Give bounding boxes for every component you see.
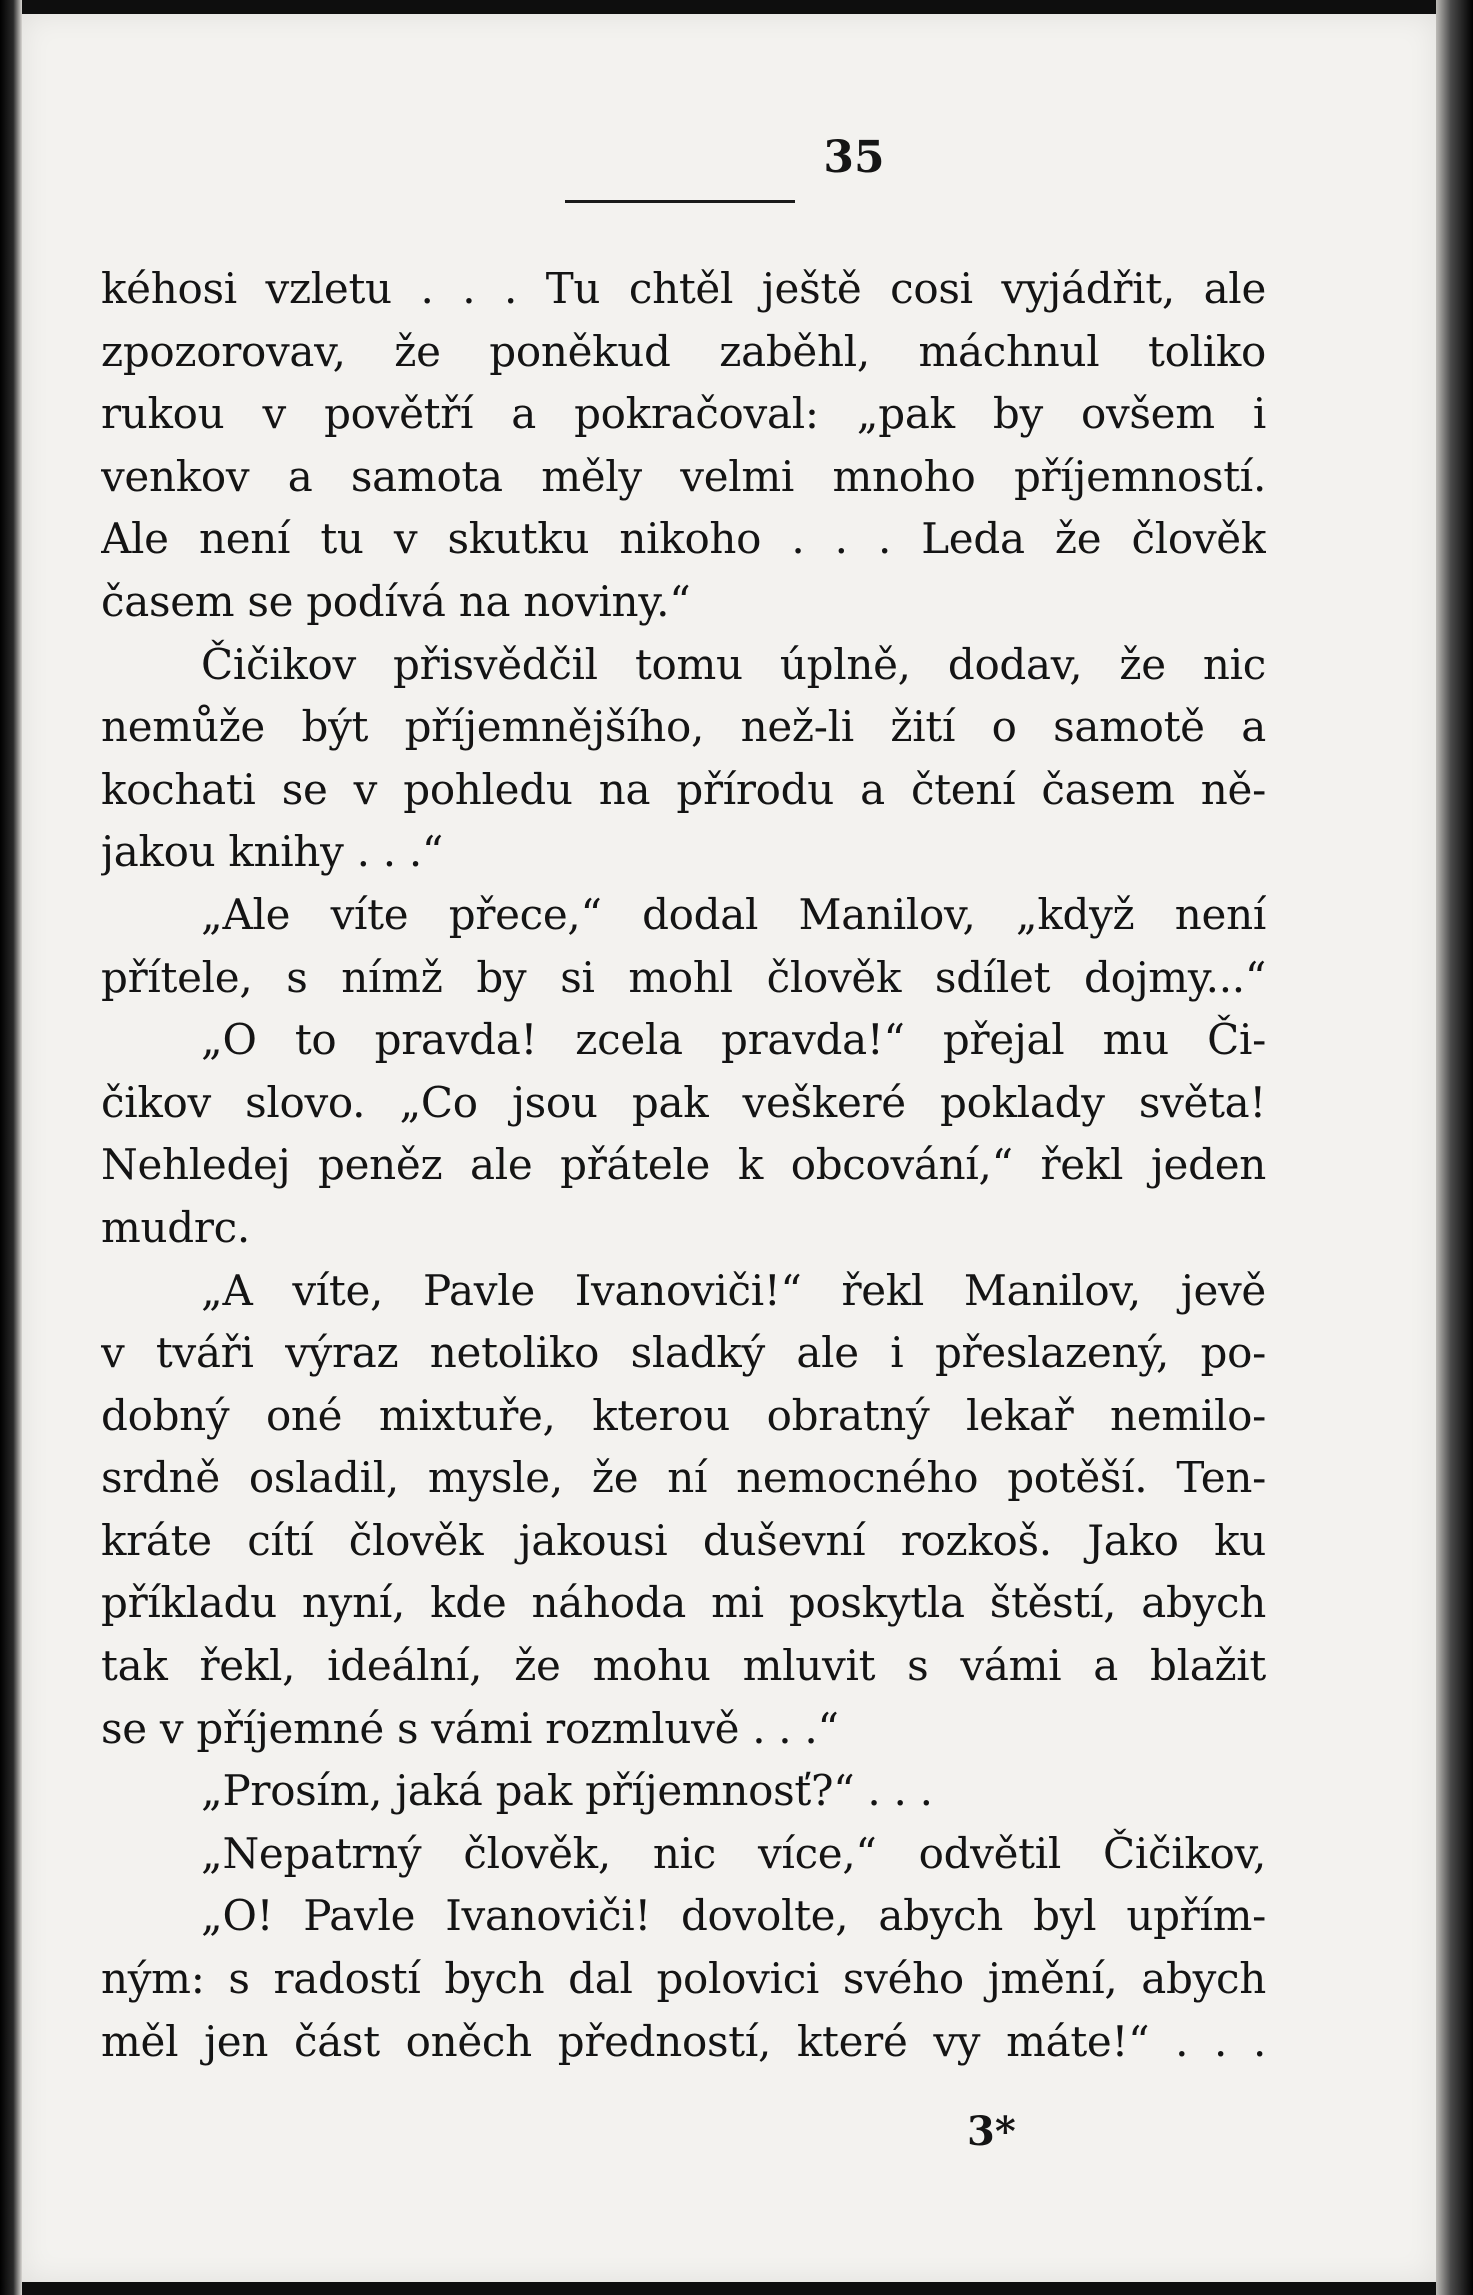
text-line: Čičikov přisvědčil tomu úplně, dodav, že nic [201,639,1266,689]
text-line: přítele, s nímž by si mohl člověk sdílet dojmy...“ [101,952,1266,1002]
book-page [22,14,1436,2282]
text-line: v tváři výraz netoliko sladký ale i přeslazený, po- [101,1328,1266,1378]
text-line: čikov slovo. „Co jsou pak veškeré poklady světa! [101,1077,1266,1127]
binding-shadow-left [0,0,22,2295]
text-line: časem se podívá na noviny.“ [101,576,691,626]
text-line: Ale není tu v skutku nikoho . . . Leda že člověk [101,514,1266,564]
text-line: „Nepatrný člověk, nic více,“ odvětil Čičikov, [201,1828,1266,1878]
text-line: „Prosím, jaká pak příjemnosť?“ . . . [201,1766,933,1816]
text-line: „Ale víte přece,“ dodal Manilov, „když není [201,889,1266,939]
text-line: kéhosi vzletu . . . Tu chtěl ještě cosi vyjádřit, ale [101,264,1266,313]
text-line: Nehledej peněz ale přátele k obcování,“ řekl jeden [101,1140,1266,1190]
text-line: venkov a samota měly velmi mnoho příjemností. [101,451,1266,501]
text-line: dobný oné mixtuře, kterou obratný lekař nemilo- [101,1390,1266,1440]
text-line: nemůže být příjemnějšího, než-li žití o samotě a [101,702,1266,752]
text-line: „A víte, Pavle Ivanoviči!“ řekl Manilov, jevě [201,1265,1266,1315]
page-number: 35 [823,132,885,183]
text-line: kráte cítí člověk jakousi duševní rozkoš. Jako ku [101,1515,1266,1565]
text-line: jakou knihy . . .“ [101,827,444,877]
text-line: kochati se v pohledu na přírodu a čtení časem ně- [101,764,1266,814]
header-rule [565,200,795,203]
text-line: tak řekl, ideální, že mohu mluvit s vámi a blažit [101,1641,1266,1691]
text-line: srdně osladil, mysle, že ní nemocného potěší. Ten- [101,1453,1266,1503]
text-line: příkladu nyní, kde náhoda mi poskytla štěstí, abych [101,1578,1266,1628]
text-line: ným: s radostí bych dal polovici svého jmění, abych [101,1954,1266,2004]
signature-mark: 3* [967,2108,1016,2155]
text-line: rukou v povětří a pokračoval: „pak by ovšem i [101,389,1266,439]
text-line: „O to pravda! zcela pravda!“ přejal mu Či- [201,1015,1266,1065]
page-edge-shadow-right [1436,0,1473,2295]
text-line: měl jen část oněch předností, které vy máte!“ . . . [101,2016,1266,2066]
text-line: mudrc. [101,1202,250,1252]
text-line: se v příjemné s vámi rozmluvě . . .“ [101,1703,839,1753]
text-line: zpozorovav, že poněkud zaběhl, máchnul toliko [101,326,1266,376]
text-line: „O! Pavle Ivanoviči! dovolte, abych byl upřím- [201,1891,1266,1941]
body-text [101,258,1266,2073]
